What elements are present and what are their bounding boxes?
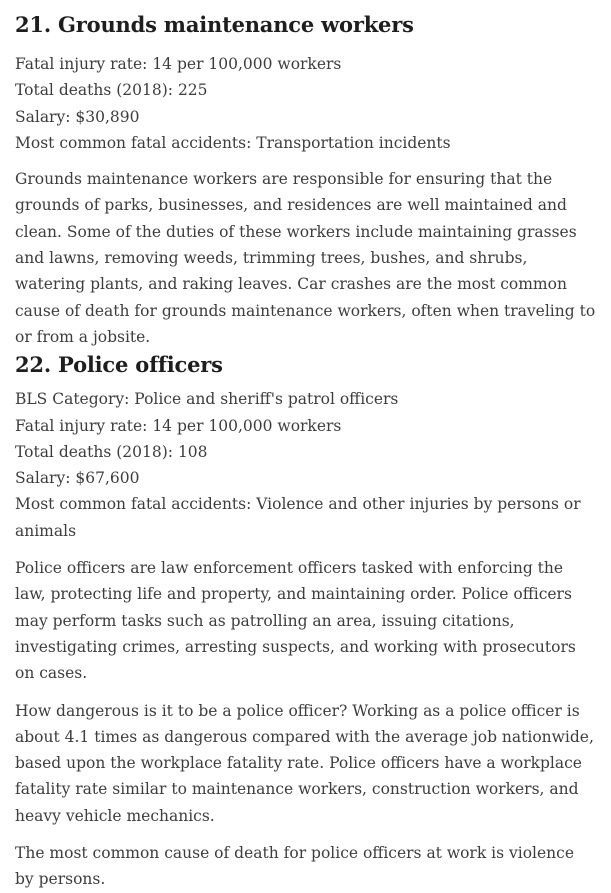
fact-fatal-injury-rate: Fatal injury rate: 14 per 100,000 workers bbox=[15, 416, 342, 435]
fact-total-deaths: Total deaths (2018): 225 bbox=[15, 81, 208, 100]
fact-fatal-injury-rate: Fatal injury rate: 14 per 100,000 workers bbox=[15, 55, 342, 73]
section-paragraph: How dangerous is it to be a police officer? Working as a police officer is about 4.1 times as dangerous compared with the average job nationwide, based upon the workplace fatality rate. Police officers have a workplace fatality rate similar to maintenance workers, construction workers, and heavy vehicle mechanics. bbox=[15, 701, 594, 825]
fact-total-deaths: Total deaths (2018): 108 bbox=[15, 442, 208, 461]
section-paragraph: The most common cause of death for police officers at work is violence by persons. bbox=[15, 844, 575, 889]
fact-common-fatal-accidents: Most common fatal accidents: Violence and other injuries by persons or animals bbox=[15, 495, 581, 540]
section-title: 22. Police officers bbox=[15, 352, 223, 378]
section-police-officers bbox=[15, 353, 597, 892]
fact-bls-category: BLS Category: Police and sheriff's patrol officers bbox=[15, 390, 399, 409]
section-paragraph: Grounds maintenance workers are responsible for ensuring that the grounds of parks, businesses, and residences are well maintained and clean. Some of the duties of these workers include maintaining grasses and lawns, removing weeds, trimming trees, bushes, and shrubs, watering plants, and raking leaves. Car crashes are the most common cause of death for grounds maintenance workers, often when traveling to or from a jobsite. bbox=[15, 170, 596, 346]
fact-common-fatal-accidents: Most common fatal accidents: Transportation incidents bbox=[15, 133, 451, 152]
fact-salary: Salary: $67,600 bbox=[15, 469, 140, 488]
section-paragraph: Police officers are law enforcement officers tasked with enforcing the law, protecting life and property, and maintaining order. Police officers may perform tasks such as patrolling an area, issuing citations, investigating crimes, arresting suspects, and working with prosecutors on cases. bbox=[15, 559, 576, 683]
fact-salary: Salary: $30,890 bbox=[15, 107, 140, 126]
fact-list bbox=[15, 51, 597, 156]
fact-list bbox=[15, 386, 597, 544]
section-title: 21. Grounds maintenance workers bbox=[15, 12, 414, 37]
section-grounds-maintenance-workers bbox=[15, 0, 597, 350]
